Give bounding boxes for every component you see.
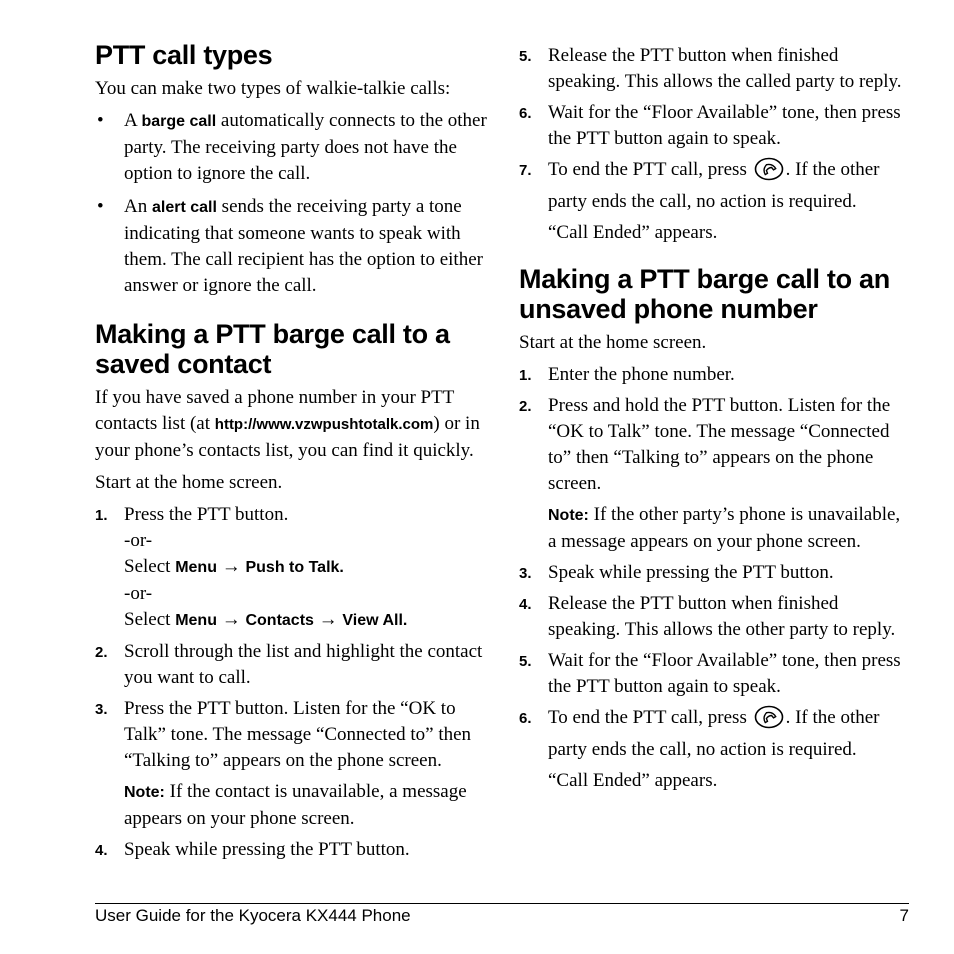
note: Note: If the other party’s phone is unavailable, a message appears on your phone screen. [548,504,901,552]
step-item: 3. Speak while pressing the PTT button. [519,560,911,586]
end-call-key-icon [754,157,784,189]
menu-path-contacts: Select Menu → Contacts → View All. [124,609,408,630]
start-text: Start at the home screen. [95,472,283,493]
menu-path-push-to-talk: Select Menu → Push to Talk. [124,556,344,577]
step-item: 1. Press the PTT button. -or- Select Menu → Push to Talk. -or- Select Menu → Contacts → View All. [95,502,487,634]
saved-contact-steps-continued [519,43,911,246]
right-column [519,43,911,799]
step-item: 2. Press and hold the PTT button. Listen for the “OK to Talk” tone. The message “Connected to” then “Talking to” appears on the phone screen. Note: If the other party’s phone is unavailable, a message appears on your phone screen. [519,393,911,555]
footer-title: User Guide for the Kyocera KX444 Phone [95,906,411,925]
note: Note: If the contact is unavailable, a message appears on your phone screen. [124,781,467,829]
step-number: 6. [519,105,532,122]
term-barge-call: barge call [141,113,217,130]
section-title-ptt-call-types: PTT call types [95,40,273,70]
step-number: 1. [519,367,532,384]
left-column [95,40,487,868]
start-text: Start at the home screen. [519,332,707,353]
step-item: 7. To end the PTT call, press . If the other party ends the call, no action is required. “Call Ended” appears. [519,159,880,243]
bullet-icon: • [97,196,104,217]
step-number: 2. [95,644,108,661]
step-number: 5. [519,653,532,670]
step-item: 5. Wait for the “Floor Available” tone, then press the PTT button again to speak. [519,650,901,697]
step-item: 3. Press the PTT button. Listen for the “OK to Talk” tone. The message “Connected to” then “Talking to” appears on the phone screen. Note: If the contact is unavailable, a message appears on your phone screen. [95,696,487,832]
pushtotalk-url: http://www.vzwpushtotalk.com [214,416,434,433]
step-item: 5. Release the PTT button when finished speaking. This allows the called party to reply. [519,45,902,92]
end-call-key-icon [754,705,784,737]
arrow-right-icon: → [221,556,241,577]
saved-contact-steps [95,502,487,863]
section-title-saved-contact: Making a PTT barge call to a saved contact [95,319,450,379]
call-types-list [95,108,487,299]
step-number: 2. [519,398,532,415]
step-number: 6. [519,710,532,727]
step-item: 1. Enter the phone number. [519,362,911,388]
term-alert-call: alert call [151,199,217,216]
step-number: 4. [95,842,108,859]
section-title-unsaved-number: Making a PTT barge call to an unsaved phone number [519,264,890,324]
step-item: 2. Scroll through the list and highlight the contact you want to call. [95,641,483,688]
list-item-alert-call: • An alert call sends the receiving party a tone indicating that someone wants to speak with them. The call recipient has the option to either answer or ignore the call. [97,196,483,296]
arrow-right-icon: → [221,609,241,630]
step-item: 6. To end the PTT call, press . If the other party ends the call, no action is required. “Call Ended” appears. [519,707,880,791]
page-number: 7 [899,906,909,925]
list-item-barge-call: • A barge call automatically connects to the other party. The receiving party does not have the option to ignore the call. [97,110,487,184]
step-item: 4. Speak while pressing the PTT button. [95,837,487,863]
step-number: 5. [519,48,532,65]
step-number: 7. [519,162,532,179]
page-footer [95,903,909,925]
arrow-right-icon: → [318,609,338,630]
unsaved-number-steps [519,362,911,794]
step-item: 4. Release the PTT button when finished speaking. This allows the other party to reply. [519,593,896,640]
step-number: 3. [95,701,108,718]
step-number: 3. [519,565,532,582]
bullet-icon: • [97,110,104,131]
intro-text: You can make two types of walkie-talkie calls: [95,78,451,99]
step-item: 6. Wait for the “Floor Available” tone, then press the PTT button again to speak. [519,102,901,149]
saved-contact-intro: If you have saved a phone number in your PTT contacts list (at http://www.vzwpushtotalk.com) or in your phone’s contacts list, you can find it quickly. [95,387,480,461]
step-number: 4. [519,596,532,613]
step-number: 1. [95,507,108,524]
